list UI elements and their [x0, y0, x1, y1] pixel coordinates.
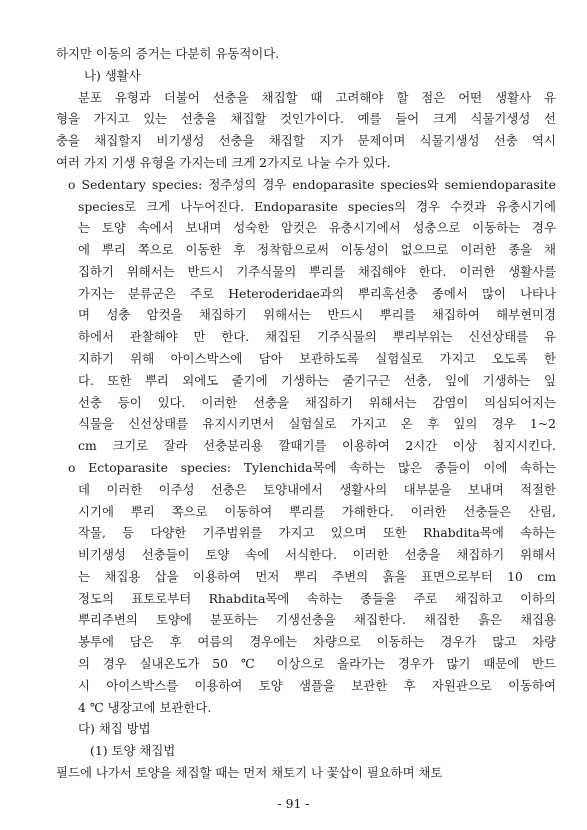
text-line: 식물을 신선상태를 유지시키면서 실험실로 가지고 온 후 잎의 경우 1~2 [78, 416, 556, 431]
text-line: 집하기 위해서는 반드시 기주식물의 뿌리를 채집해야 한다. 이러한 생활사를 [78, 264, 556, 279]
text-line: 여러 가지 기생 유형을 가지는데 크게 2가지로 나눌 수가 있다. [56, 155, 391, 170]
subheading-collection-method: 다) 채집 방법 [78, 721, 151, 736]
text-line: 다. 또한 뿌리 외에도 줄기에 기생하는 줄기구근 선충, 잎에 기생하는 잎 [78, 373, 556, 388]
text-line: 는 토양 속에서 보내며 성숙한 암컷은 유충시기에서 성충으로 이동하는 경우 [78, 220, 556, 235]
subheading-soil-collection: (1) 토양 채집법 [90, 743, 176, 758]
text-line: 정도의 표토로부터 Rhabdita목에 속하는 종들을 주로 채집하고 이하의 [78, 591, 556, 606]
text-line: 4 ℃ 냉장고에 보관한다. [78, 700, 212, 715]
text-line: 에 뿌리 쪽으로 이동한 후 정착함으로써 이동성이 없으므로 이러한 종을 채 [78, 242, 556, 257]
page-number: - 91 - [277, 796, 310, 811]
bullet-ectoparasite: o Ectoparasite species: Tylenchida목에 속하는 많은 종들이 이에 속하는 [68, 460, 556, 475]
text-line: 는 채집용 삽을 이용하여 먼저 뿌리 주변의 흙을 표면으로부터 10 cm [78, 569, 556, 584]
text-line: 작물, 등 다양한 기주범위를 가지고 있으며 또한 Rhabdita목에 속하는 [78, 525, 556, 540]
text-line: 필드에 나가서 토양을 채집할 때는 먼저 채토기 나 꽃삽이 필요하며 채토 [56, 765, 443, 780]
text-line: 봉투에 담은 후 여름의 경우에는 차량으로 이동하는 경우가 많고 차량 [78, 634, 556, 649]
text-line: species로 크게 나누어진다. Endoparasite species의 경우 수컷과 유충시기에 [78, 199, 556, 214]
text-line: 지하기 위해 아이스박스에 담아 보관하도록 실험실로 가지고 오도록 한 [78, 351, 556, 366]
text-line: 시기에 뿌리 쪽으로 이동하여 뿌리를 가해한다. 이러한 선충들은 산림, [78, 504, 556, 519]
text-line: 의 경우 실내온도가 50 ℃ 이상으로 올라가는 경우가 많기 때문에 반드 [78, 656, 556, 671]
text-line: 분포 유형과 더불어 선충을 채집할 때 고려해야 할 점은 어떤 생활사 유 [78, 90, 556, 105]
text-line: 하에서 관찰해야 만 한다. 채집된 기주식물의 뿌리부위는 신선상태를 유 [78, 329, 556, 344]
text-line: 며 성충 암컷을 채집하기 위해서는 반드시 뿌리를 채집하여 해부현미경 [78, 307, 556, 322]
text-line: 형을 가지고 있는 선충을 채집할 것인가이다. 예를 들어 크게 식물기생성 선 [56, 111, 556, 126]
bullet-sedentary: o Sedentary species: 정주성의 경우 endoparasite species와 semiendoparasite [68, 177, 556, 192]
text-line: 시 아이스박스를 이용하여 토양 샘플을 보관한 후 자원관으로 이동하여 [78, 678, 556, 693]
text-line: 데 이러한 이주성 선충은 토양내에서 생활사의 대부분을 보내며 적절한 [78, 482, 556, 497]
text-line: 가지는 분류군은 주로 Heteroderidae과의 뿌리혹선충 종에서 많이 나타나 [78, 286, 556, 301]
text-line: cm 크기로 잘라 선충분리용 깔때기를 이용하여 2시간 이상 침지시킨다. [78, 438, 556, 453]
subheading-lifecycle: 나) 생활사 [84, 68, 141, 83]
text-line: 하지만 이동의 증거는 다분히 유동적이다. [56, 46, 280, 61]
text-line: 충을 채집할지 비기생성 선충을 채집할 지가 문제이며 식물기생성 선충 역시 [56, 133, 556, 148]
text-line: 비기생성 선충들이 토양 속에 서식한다. 이러한 선충을 채집하기 위해서 [78, 547, 556, 562]
text-line: 선충 등이 있다. 이러한 선충을 채집하기 위해서는 감염이 의심되어지는 [78, 395, 556, 410]
text-line: 뿌리주변의 토양에 분포하는 기생선충을 채집한다. 채집한 흙은 채집용 [78, 612, 556, 627]
